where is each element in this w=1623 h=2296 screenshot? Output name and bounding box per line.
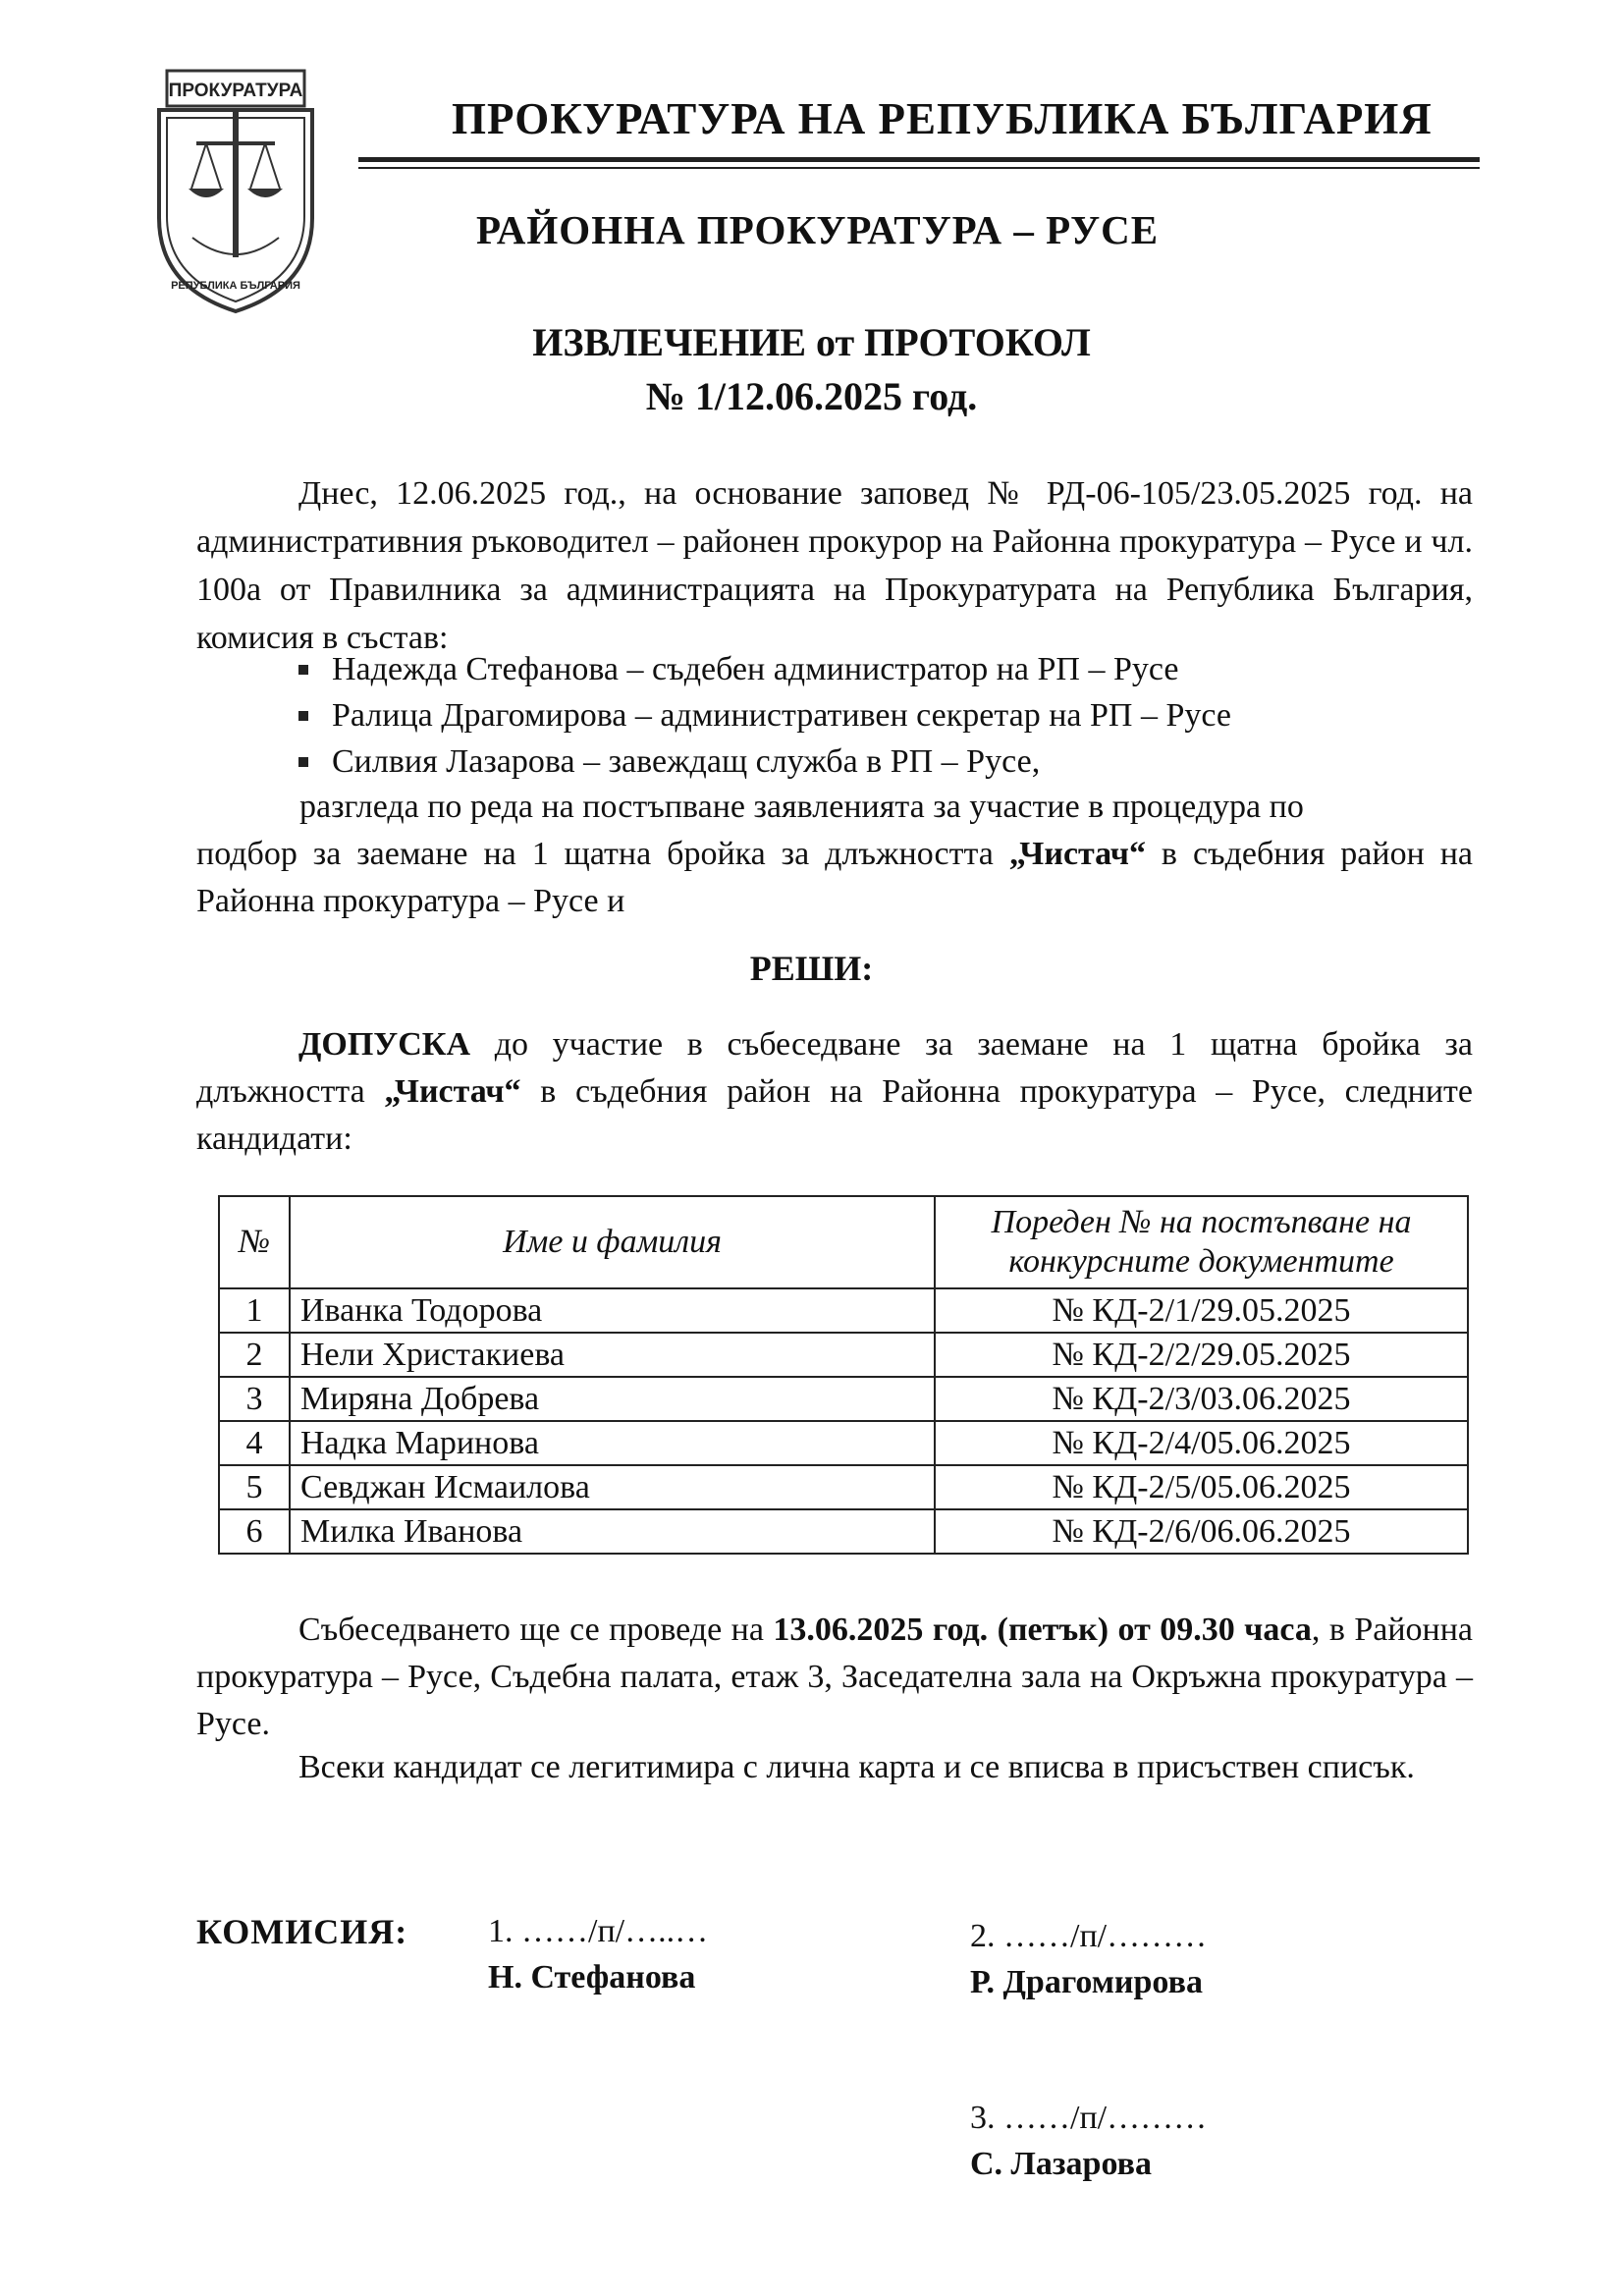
review-paragraph: подбор за заемане на 1 щатна бройка за длъжността „Чистач“ в съдебния район на Районна прокуратура – Русе и xyxy=(196,836,1474,919)
table-header-row xyxy=(219,1196,1468,1288)
bullet-icon xyxy=(298,665,308,675)
list-item: Силвия Лазарова – завеждащ служба в РП – Русе, xyxy=(297,738,1231,785)
document-number: № КД-2/3/03.06.2025 xyxy=(935,1377,1468,1421)
signature-line-3: 3. ……/п/……… xyxy=(970,2100,1208,2136)
candidate-name: Миряна Добрева xyxy=(290,1377,935,1421)
id-note-paragraph: Всеки кандидат се легитимира с лична карта и се вписва в присъствен списък. xyxy=(298,1749,1415,1785)
row-number: 6 xyxy=(219,1509,290,1554)
document-number: № КД-2/4/05.06.2025 xyxy=(935,1421,1468,1465)
signature-name-3: С. Лазарова xyxy=(970,2146,1152,2182)
list-item: Надежда Стефанова – съдебен администратор на РП – Русе xyxy=(297,646,1231,692)
row-number: 4 xyxy=(219,1421,290,1465)
organization-title: ПРОКУРАТУРА НА РЕПУБЛИКА БЪЛГАРИЯ xyxy=(452,94,1433,143)
document-title: ИЗВЛЕЧЕНИЕ от ПРОТОКОЛ xyxy=(532,320,1091,364)
table-row xyxy=(219,1465,1468,1509)
header-num: № xyxy=(219,1196,290,1288)
list-item: Ралица Драгомирова – административен секретар на РП – Русе xyxy=(297,692,1231,738)
decision-heading: РЕШИ: xyxy=(749,949,874,988)
position-name: „Чистач“ xyxy=(384,1073,521,1110)
header-name: Име и фамилия xyxy=(290,1196,935,1288)
signature-line-2: 2. ……/п/……… xyxy=(970,1918,1208,1954)
header-divider xyxy=(358,157,1480,162)
signature-line-1: 1. ……/п/…..… xyxy=(488,1913,709,1949)
document-number: № КД-2/5/05.06.2025 xyxy=(935,1465,1468,1509)
row-number: 1 xyxy=(219,1288,290,1333)
row-number: 2 xyxy=(219,1333,290,1377)
header-divider-thin xyxy=(358,167,1480,169)
table-row xyxy=(219,1288,1468,1333)
row-number: 3 xyxy=(219,1377,290,1421)
protocol-number: № 1/12.06.2025 год. xyxy=(645,374,978,418)
candidate-name: Иванка Тодорова xyxy=(290,1288,935,1333)
unit-title: РАЙОННА ПРОКУРАТУРА – РУСЕ xyxy=(476,207,1160,252)
document-number: № КД-2/6/06.06.2025 xyxy=(935,1509,1468,1554)
table-row xyxy=(219,1333,1468,1377)
decision-lead: ДОПУСКА xyxy=(298,1026,470,1063)
commission-members-list xyxy=(297,646,1231,785)
table-row xyxy=(219,1421,1468,1465)
table-row xyxy=(219,1509,1468,1554)
review-line: разгледа по реда на постъпване заявленията за участие в процедура по xyxy=(299,789,1304,825)
candidate-name: Севджан Исмаилова xyxy=(290,1465,935,1509)
prosecution-emblem-logo xyxy=(137,61,334,321)
svg-text:ПРОКУРАТУРА: ПРОКУРАТУРА xyxy=(168,81,303,101)
interview-datetime: 13.06.2025 год. (петък) от 09.30 часа xyxy=(773,1612,1312,1648)
header-doc: Пореден № на постъпване на конкурсните документите xyxy=(935,1196,1468,1288)
signature-name-2: Р. Драгомирова xyxy=(970,1964,1203,2000)
svg-text:РЕПУБЛИКА БЪЛГАРИЯ: РЕПУБЛИКА БЪЛГАРИЯ xyxy=(171,280,300,292)
interview-paragraph: Събеседването ще се проведе на 13.06.2025 год. (петък) от 09.30 часа, в Районна прокуратура – Русе, Съдебна палата, етаж 3, Заседателна зала на Окръжна прокуратура – Русе. xyxy=(196,1612,1474,1742)
bullet-icon xyxy=(298,711,308,721)
candidate-name: Нели Христакиева xyxy=(290,1333,935,1377)
decision-paragraph: ДОПУСКА до участие в събеседване за заемане на 1 щатна бройка за длъжността „Чистач“ в съдебния район на Районна прокуратура – Русе, следните кандидати: xyxy=(196,1026,1473,1157)
intro-paragraph: Днес, 12.06.2025 год., на основание заповед № РД-06-105/23.05.2025 год. на административния ръководител – районен прокурор на Районна прокуратура – Русе и чл. 100а от Правилника за администрацията на Прокуратурата на Република България, комисия в състав: xyxy=(196,475,1473,656)
candidate-name: Милка Иванова xyxy=(290,1509,935,1554)
row-number: 5 xyxy=(219,1465,290,1509)
signature-name-1: Н. Стефанова xyxy=(488,1959,696,1995)
bullet-icon xyxy=(298,757,308,767)
position-name: „Чистач“ xyxy=(1008,836,1146,872)
candidates-table xyxy=(218,1195,1469,1555)
commission-label: КОМИСИЯ: xyxy=(196,1912,408,1951)
document-number: № КД-2/2/29.05.2025 xyxy=(935,1333,1468,1377)
candidate-name: Надка Маринова xyxy=(290,1421,935,1465)
table-row xyxy=(219,1377,1468,1421)
document-number: № КД-2/1/29.05.2025 xyxy=(935,1288,1468,1333)
